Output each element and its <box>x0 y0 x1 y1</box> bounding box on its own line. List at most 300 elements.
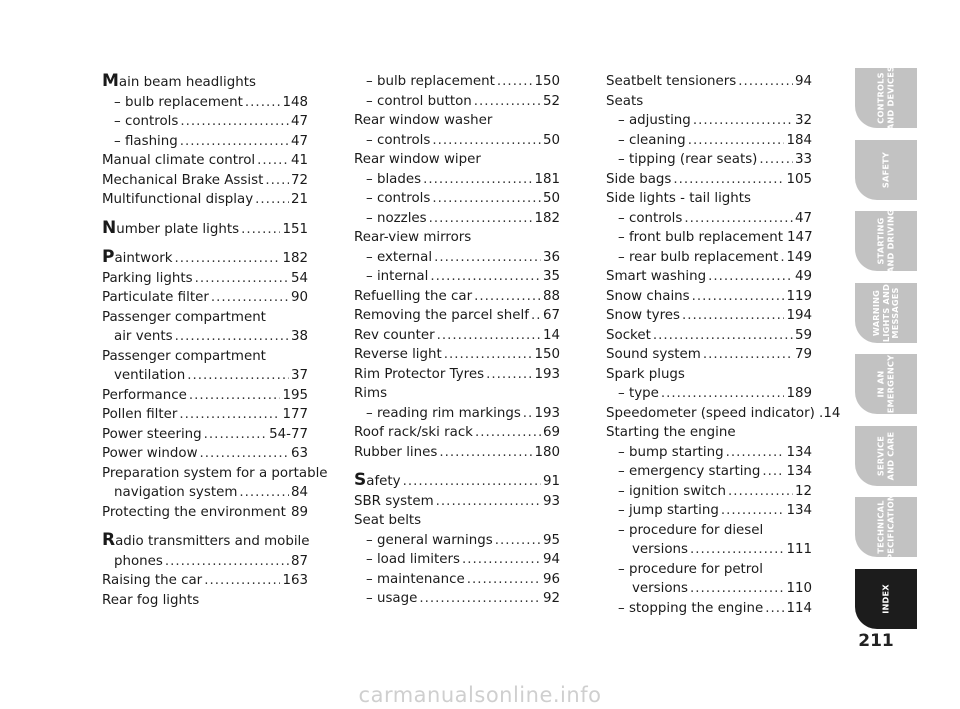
index-entry <box>606 560 812 599</box>
entry-title: – cleaning <box>618 132 686 148</box>
page-ref: 93 <box>542 493 560 509</box>
index-entry <box>354 72 560 92</box>
entry-title: – stopping the engine <box>618 600 764 616</box>
entry-title: Seats <box>606 93 644 109</box>
page-ref: 134 <box>786 444 812 460</box>
entry-title: Manual climate control <box>102 153 256 168</box>
page-ref: 33 <box>794 152 812 167</box>
entry-title: Rear window washer <box>354 113 493 128</box>
dot-leader <box>690 540 784 560</box>
tab-index[interactable] <box>855 569 917 629</box>
index-entry <box>102 93 308 113</box>
entry-title: Rev counter <box>354 327 435 343</box>
entry-title: – ignition switch <box>618 483 727 499</box>
tab-service-and-care[interactable] <box>855 426 917 486</box>
entry-title: – blades <box>366 171 422 187</box>
entry-title: aintwork <box>114 251 173 266</box>
tab-label: SAFETY <box>880 151 891 188</box>
dot-leader <box>693 111 793 131</box>
index-column-1 <box>102 71 328 610</box>
page-ref: 32 <box>794 113 812 128</box>
entry-title: – general warnings <box>366 532 493 548</box>
page-ref: 41 <box>290 153 308 168</box>
tab-warning-lights-and-messages[interactable] <box>855 283 917 343</box>
dot-leader <box>673 170 784 190</box>
dot-leader <box>189 386 281 406</box>
page-ref: 194 <box>786 308 812 323</box>
entry-title: Smart washing <box>606 269 707 284</box>
entry-title: Roof rack/ski rack <box>354 425 473 440</box>
index-entry <box>606 111 812 131</box>
dot-leader <box>721 501 785 521</box>
index-entry <box>102 347 308 386</box>
index-entry <box>354 531 560 551</box>
index-entry <box>606 501 812 521</box>
index-entry <box>102 248 308 269</box>
entry-title: Side lights - tail lights <box>606 191 752 206</box>
page-ref: 14 <box>823 405 841 421</box>
index-entry <box>354 209 560 229</box>
index-entry <box>102 591 308 611</box>
index-entry <box>102 288 308 308</box>
index-entry <box>102 219 308 240</box>
page-ref: 111 <box>786 542 812 557</box>
tab-label: CONTROLS AND DEVICES <box>875 65 895 131</box>
page-ref: 72 <box>290 172 308 188</box>
page-ref: 177 <box>282 407 308 422</box>
entry-title: – tipping (rear seats) <box>618 152 758 167</box>
entry-title: – controls <box>114 114 179 129</box>
tab-controls-and-devices[interactable] <box>855 65 917 131</box>
page-ref: 193 <box>534 405 560 421</box>
index-entry <box>102 531 308 571</box>
dot-leader <box>204 425 267 445</box>
dot-leader <box>165 552 289 572</box>
entry-continuation: navigation system <box>114 485 238 500</box>
page-ref: 21 <box>290 192 308 207</box>
entry-title: – usage <box>366 591 418 606</box>
index-column-2 <box>354 72 560 609</box>
tab-safety[interactable] <box>855 140 917 200</box>
dot-leader <box>474 287 541 307</box>
page-ref: 189 <box>786 386 812 401</box>
dot-leader <box>780 248 784 268</box>
entry-title: Power steering <box>102 426 202 442</box>
entry-title: – reading rim markings <box>366 405 521 421</box>
index-letter: S <box>354 470 367 490</box>
dot-leader <box>180 112 289 132</box>
dot-leader <box>175 327 289 347</box>
page-ref: 37 <box>290 368 308 383</box>
page-ref: 181 <box>534 171 560 187</box>
page-ref: 50 <box>542 191 560 206</box>
index-entry <box>606 521 812 560</box>
entry-title: Socket <box>606 327 651 343</box>
page-ref: 84 <box>290 485 308 500</box>
page-ref: 180 <box>534 444 560 460</box>
index-entry <box>606 189 812 209</box>
dot-leader <box>429 209 533 229</box>
entry-title: – adjusting <box>618 113 691 128</box>
index-entry <box>354 443 560 463</box>
dot-leader <box>765 599 784 619</box>
index-letter: N <box>102 217 117 238</box>
entry-title: Rear window wiper <box>354 152 481 167</box>
entry-title: – rear bulb replacement <box>618 249 779 265</box>
entry-title: Raising the car <box>102 573 203 588</box>
index-letter: P <box>102 247 115 267</box>
index-entry <box>102 425 308 445</box>
page-ref: 195 <box>282 387 308 403</box>
tab-label: STARTING AND DRIVING <box>875 208 895 274</box>
entry-title: Removing the parcel shelf <box>354 308 529 323</box>
index-entry <box>354 189 560 209</box>
index-entry <box>354 511 560 531</box>
dot-leader <box>703 345 793 365</box>
page-ref: 38 <box>290 329 308 344</box>
dot-leader <box>255 190 289 210</box>
dot-leader <box>239 483 289 503</box>
page-ref: 90 <box>290 290 308 305</box>
index-entry <box>606 404 841 424</box>
page-ref: 63 <box>290 446 308 461</box>
index-entry <box>102 405 308 425</box>
dot-leader <box>257 151 289 171</box>
dot-leader <box>684 209 793 229</box>
index-entry <box>354 423 560 443</box>
entry-title: Passenger compartment <box>102 309 266 325</box>
tab-label: IN AN EMERGENCY <box>875 354 895 414</box>
index-entry <box>606 423 812 443</box>
entry-title: – external <box>366 249 433 265</box>
dot-leader <box>475 423 541 443</box>
index-entry <box>606 170 812 190</box>
entry-title: Parking lights <box>102 270 193 286</box>
dot-leader <box>495 531 541 551</box>
page-ref: 95 <box>542 532 560 548</box>
entry-title: – bulb replacement <box>366 74 495 89</box>
entry-title: Preparation system for a portable <box>102 465 328 481</box>
dot-leader <box>265 171 289 191</box>
page-ref: 96 <box>542 571 560 587</box>
tab-starting-and-driving[interactable] <box>855 208 917 274</box>
index-entry <box>102 464 328 503</box>
entry-title: – jump starting <box>618 503 719 518</box>
page-ref: 134 <box>786 464 812 479</box>
entry-title: – nozzles <box>366 210 427 226</box>
entry-title: Starting the engine <box>606 425 736 440</box>
entry-title: Passenger compartment <box>102 348 266 364</box>
tab-in-an-emergency[interactable] <box>855 354 917 414</box>
entry-continuation: phones <box>114 553 163 569</box>
entry-title: – procedure for diesel <box>618 522 764 538</box>
entry-title: Snow chains <box>606 288 690 304</box>
index-entry <box>354 228 560 248</box>
dot-leader <box>688 131 785 151</box>
dot-leader <box>419 589 541 609</box>
index-entry <box>354 92 560 112</box>
index-entry <box>102 386 308 406</box>
tab-label: TECHNICAL SPECIFICATIONS <box>875 487 895 567</box>
entry-title: Side bags <box>606 171 672 187</box>
dot-leader <box>432 131 541 151</box>
dot-leader <box>486 365 532 385</box>
index-entry <box>354 492 560 512</box>
index-entry <box>354 111 560 131</box>
entry-title: – front bulb replacement <box>618 230 784 245</box>
entry-title: Snow tyres <box>606 308 680 323</box>
page-ref: 52 <box>542 93 560 109</box>
index-entry <box>606 462 812 482</box>
entry-title: Performance <box>102 387 187 403</box>
page-ref: 94 <box>794 74 812 89</box>
page-ref: 193 <box>534 366 560 382</box>
entry-title: Refuelling the car <box>354 288 473 304</box>
entry-title: afety <box>366 474 401 489</box>
index-entry <box>606 131 812 151</box>
entry-continuation: versions <box>632 542 689 557</box>
page-ref: 89 <box>290 504 308 520</box>
index-entry <box>102 503 308 523</box>
index-letter: R <box>102 530 116 550</box>
page-ref: 94 <box>542 552 560 567</box>
index-entry <box>354 248 560 268</box>
page-ref: 88 <box>542 288 560 304</box>
entry-title: Power window <box>102 446 198 461</box>
tab-label: INDEX <box>880 583 891 614</box>
dot-leader <box>200 444 289 464</box>
entry-title: Rear fog lights <box>102 592 200 608</box>
entry-title: Sound system <box>606 347 701 362</box>
index-entry <box>102 151 308 171</box>
dot-leader <box>497 72 533 92</box>
entry-title: Protecting the environment <box>102 504 286 520</box>
dot-leader <box>436 492 541 512</box>
entry-continuation: air vents <box>114 329 173 344</box>
dot-leader <box>692 287 785 307</box>
index-entry <box>354 404 560 424</box>
index-letter: M <box>102 71 119 91</box>
index-entry <box>354 471 560 492</box>
index-entry <box>354 570 560 590</box>
index-entry <box>102 112 308 132</box>
page-ref: 59 <box>794 327 812 343</box>
tab-label: SERVICE AND CARE <box>875 431 895 480</box>
dot-leader <box>180 132 289 152</box>
index-entry <box>354 326 560 346</box>
entry-title: Rear-view mirrors <box>354 230 472 245</box>
page-ref: 35 <box>542 269 560 284</box>
entry-title: Seatbelt tensioners <box>606 74 737 89</box>
index-entry <box>102 269 308 289</box>
page-ref: 54-77 <box>269 426 308 442</box>
index-entry <box>354 267 560 287</box>
entry-title: – maintenance <box>366 571 465 587</box>
page-number: 211 <box>858 631 894 651</box>
dot-leader <box>437 326 541 346</box>
page-ref: 69 <box>542 425 560 440</box>
index-entry <box>354 384 560 404</box>
entry-title: Multifunctional display <box>102 192 254 207</box>
index-entry <box>606 326 812 346</box>
dot-leader <box>444 345 533 365</box>
page-ref: 147 <box>787 230 813 245</box>
dot-leader <box>432 189 541 209</box>
index-entry <box>102 190 308 210</box>
dot-leader <box>195 269 289 289</box>
entry-continuation: ventilation <box>114 368 186 383</box>
entry-title: – controls <box>366 191 431 206</box>
page-ref: 79 <box>794 347 812 362</box>
entry-title: – bump starting <box>618 444 724 460</box>
dot-leader <box>175 249 281 269</box>
entry-title: – flashing <box>114 133 178 149</box>
entry-title: SBR system <box>354 493 434 509</box>
dot-leader <box>462 550 541 570</box>
index-entry <box>102 444 308 464</box>
dot-leader <box>682 306 784 326</box>
index-entry <box>354 589 560 609</box>
page-ref: 114 <box>786 600 812 616</box>
index-entry <box>606 209 812 229</box>
page-ref: 14 <box>542 327 560 343</box>
dot-leader <box>690 579 784 599</box>
index-entry <box>354 131 560 151</box>
entry-title: – bulb replacement <box>114 94 243 110</box>
page-ref: 47 <box>290 133 308 149</box>
dot-leader <box>762 462 784 482</box>
dot-leader <box>653 326 793 346</box>
dot-leader <box>179 405 280 425</box>
index-entry <box>354 365 560 385</box>
dot-leader <box>434 248 541 268</box>
entry-title: Particulate filter <box>102 290 209 305</box>
page-ref: 36 <box>542 249 560 265</box>
page-ref: 54 <box>290 270 308 286</box>
entry-title: Rims <box>354 386 388 401</box>
entry-continuation: versions <box>632 581 689 596</box>
dot-leader <box>245 93 281 113</box>
index-entry <box>354 550 560 570</box>
index-column-3 <box>606 72 841 618</box>
index-entry <box>606 72 812 92</box>
tab-label: WARNING LIGHTS AND MESSAGES <box>870 283 900 342</box>
index-entry <box>606 306 812 326</box>
page-ref: 91 <box>542 474 560 489</box>
page-ref: 110 <box>786 581 812 596</box>
index-entry <box>354 170 560 190</box>
page-ref: 163 <box>282 573 308 588</box>
index-entry <box>102 571 308 591</box>
page-ref: 92 <box>542 591 560 606</box>
index-entry <box>606 482 812 502</box>
dot-leader <box>759 150 793 170</box>
dot-leader <box>423 170 532 190</box>
entry-title: ain beam headlights <box>118 75 256 90</box>
dot-leader <box>531 306 541 326</box>
page-ref: 105 <box>786 171 812 187</box>
dot-leader <box>403 472 541 492</box>
page-ref: 184 <box>786 132 812 148</box>
watermark: carmanualsonline.info <box>358 683 602 707</box>
page-ref: 148 <box>282 94 308 110</box>
entry-title: adio transmitters and mobile <box>115 534 310 549</box>
index-entry <box>606 443 812 463</box>
dot-leader <box>430 267 541 287</box>
index-entry <box>606 599 812 619</box>
index-entry <box>354 306 560 326</box>
index-entry <box>606 345 812 365</box>
page-ref: 150 <box>534 74 560 89</box>
tab-technical-specifications[interactable] <box>855 487 917 567</box>
dot-leader <box>439 443 532 463</box>
dot-leader <box>467 570 541 590</box>
page-ref: 12 <box>794 483 812 499</box>
entry-title: umber plate lights <box>116 221 240 237</box>
index-entry <box>606 365 812 385</box>
dot-leader <box>288 503 289 523</box>
page-ref: 149 <box>786 249 812 265</box>
dot-leader <box>241 220 280 240</box>
index-entry <box>102 132 308 152</box>
dot-leader <box>204 571 280 591</box>
dot-leader <box>661 384 785 404</box>
index-entry <box>354 287 560 307</box>
index-entry <box>354 150 560 170</box>
page-ref: 50 <box>542 132 560 148</box>
index-entry <box>606 150 812 170</box>
page-ref: 119 <box>786 288 812 304</box>
entry-title: – controls <box>618 210 683 226</box>
dot-leader <box>728 482 793 502</box>
page-ref: 182 <box>282 251 308 266</box>
dot-leader <box>708 267 793 287</box>
page-ref: 134 <box>786 503 812 518</box>
index-entry <box>606 384 812 404</box>
dot-leader <box>187 366 289 386</box>
index-entry <box>606 267 812 287</box>
index-entry <box>102 308 308 347</box>
dot-leader <box>726 443 785 463</box>
index-entry <box>606 287 812 307</box>
entry-title: – internal <box>366 269 429 284</box>
page-ref: 150 <box>534 347 560 362</box>
index-entry <box>606 92 812 112</box>
dot-leader <box>523 404 533 424</box>
index-entry <box>102 171 308 191</box>
dot-leader <box>738 72 793 92</box>
entry-title: Rubber lines <box>354 444 438 460</box>
index-entry <box>354 345 560 365</box>
dot-leader <box>474 92 541 112</box>
page-ref: 87 <box>290 553 308 569</box>
entry-title: – control button <box>366 93 472 109</box>
entry-title: Spark plugs <box>606 366 685 382</box>
page-ref: 151 <box>282 221 308 237</box>
entry-title: Rim Protector Tyres <box>354 366 485 382</box>
index-entry <box>102 72 308 93</box>
entry-title: Speedometer (speed indicator) . <box>606 405 824 421</box>
page-ref: 67 <box>542 308 560 323</box>
page-ref: 182 <box>534 210 560 226</box>
entry-title: – type <box>618 386 659 401</box>
entry-title: – emergency starting <box>618 464 761 479</box>
entry-title: Pollen filter <box>102 407 178 422</box>
entry-title: – controls <box>366 132 431 148</box>
dot-leader <box>211 288 289 308</box>
page-ref: 49 <box>794 269 812 284</box>
entry-title: Reverse light <box>354 347 442 362</box>
